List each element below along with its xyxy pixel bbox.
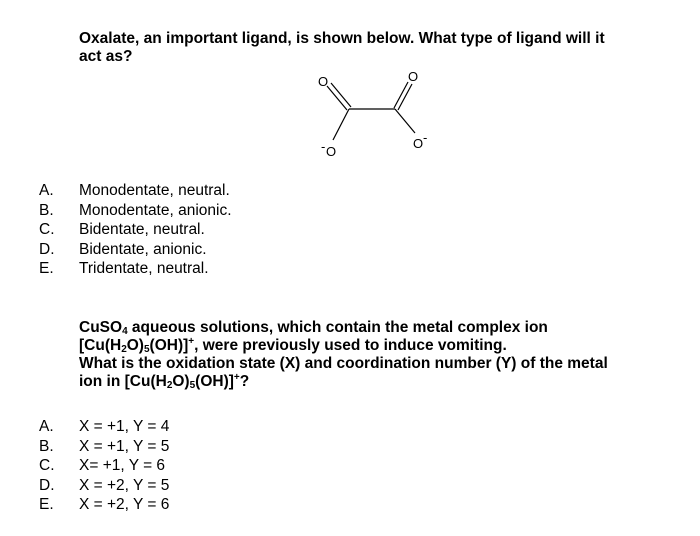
option-letter: B. <box>39 437 54 455</box>
option-b[interactable] <box>39 437 169 457</box>
subscript: 2 <box>166 380 173 391</box>
text-fragment: (OH)] <box>149 337 189 354</box>
question-2-line-3: What is the oxidation state (X) and coordination number (Y) of the metal <box>79 355 608 372</box>
question-1-line-2: act as? <box>79 48 133 65</box>
option-text: Bidentate, neutral. <box>79 221 205 238</box>
subscript: 2 <box>121 344 127 355</box>
charge-minus-right: - <box>423 130 428 145</box>
option-letter: B. <box>39 201 54 219</box>
option-d[interactable] <box>39 240 232 260</box>
atom-o-top-left: O <box>318 74 329 89</box>
option-c[interactable] <box>39 456 169 476</box>
option-a[interactable] <box>39 417 169 437</box>
question-2-line-1 <box>79 319 679 337</box>
superscript: + <box>188 336 195 347</box>
bond-c2-o4 <box>395 109 415 133</box>
option-text: X = +2, Y = 6 <box>79 496 170 513</box>
question-1-options <box>39 181 232 279</box>
text-fragment: ? <box>239 373 250 390</box>
option-letter: C. <box>39 457 55 474</box>
subscript: 5 <box>189 380 196 391</box>
charge-minus-left: - <box>321 139 326 154</box>
option-text: X= +1, Y = 6 <box>79 457 166 474</box>
option-letter: D. <box>39 240 55 258</box>
question-2-options <box>39 417 169 515</box>
option-letter: E. <box>39 260 54 277</box>
option-text: Tridentate, neutral. <box>79 260 209 277</box>
atom-o-top-right: O <box>408 69 419 84</box>
option-text: X = +2, Y = 5 <box>79 476 170 494</box>
bond-c1-o3 <box>333 109 349 140</box>
text-fragment: ion in [Cu(H <box>79 373 167 390</box>
option-c[interactable] <box>39 220 232 240</box>
text-fragment: , were previously used to induce vomiting. <box>194 337 507 354</box>
atom-o-bottom-left: O <box>326 144 337 159</box>
option-a[interactable] <box>39 181 232 201</box>
option-text: X = +1, Y = 5 <box>79 437 170 455</box>
option-letter: A. <box>39 182 54 199</box>
text-fragment: O) <box>126 337 144 354</box>
text-cuso: CuSO <box>79 319 123 336</box>
option-letter: A. <box>39 418 54 435</box>
option-d[interactable] <box>39 476 169 496</box>
option-text: Monodentate, neutral. <box>79 182 230 199</box>
text-fragment: [Cu(H <box>79 337 122 354</box>
text-fragment: (OH)] <box>195 373 234 390</box>
option-text: Monodentate, anionic. <box>79 201 232 219</box>
question-1-text <box>79 30 679 66</box>
question-2-text <box>79 319 679 391</box>
subscript: 5 <box>143 344 150 355</box>
option-text: Bidentate, anionic. <box>79 240 207 258</box>
question-1-line-1: Oxalate, an important ligand, is shown below. What type of ligand will it <box>79 30 605 47</box>
atom-o-bottom-right: O <box>413 136 424 151</box>
oxalate-structure <box>300 65 450 160</box>
text-fragment: O) <box>172 373 190 390</box>
question-2-line-2 <box>79 337 679 355</box>
superscript: + <box>233 372 240 383</box>
subscript: 4 <box>122 326 128 337</box>
option-letter: C. <box>39 221 55 238</box>
option-letter: E. <box>39 496 54 513</box>
option-b[interactable] <box>39 201 232 221</box>
question-2-line-4 <box>79 373 679 391</box>
option-e[interactable] <box>39 495 169 515</box>
text-fragment: aqueous solutions, which contain the metal complex ion <box>127 319 548 336</box>
option-e[interactable] <box>39 259 232 279</box>
option-letter: D. <box>39 476 55 494</box>
option-text: X = +1, Y = 4 <box>79 418 170 435</box>
